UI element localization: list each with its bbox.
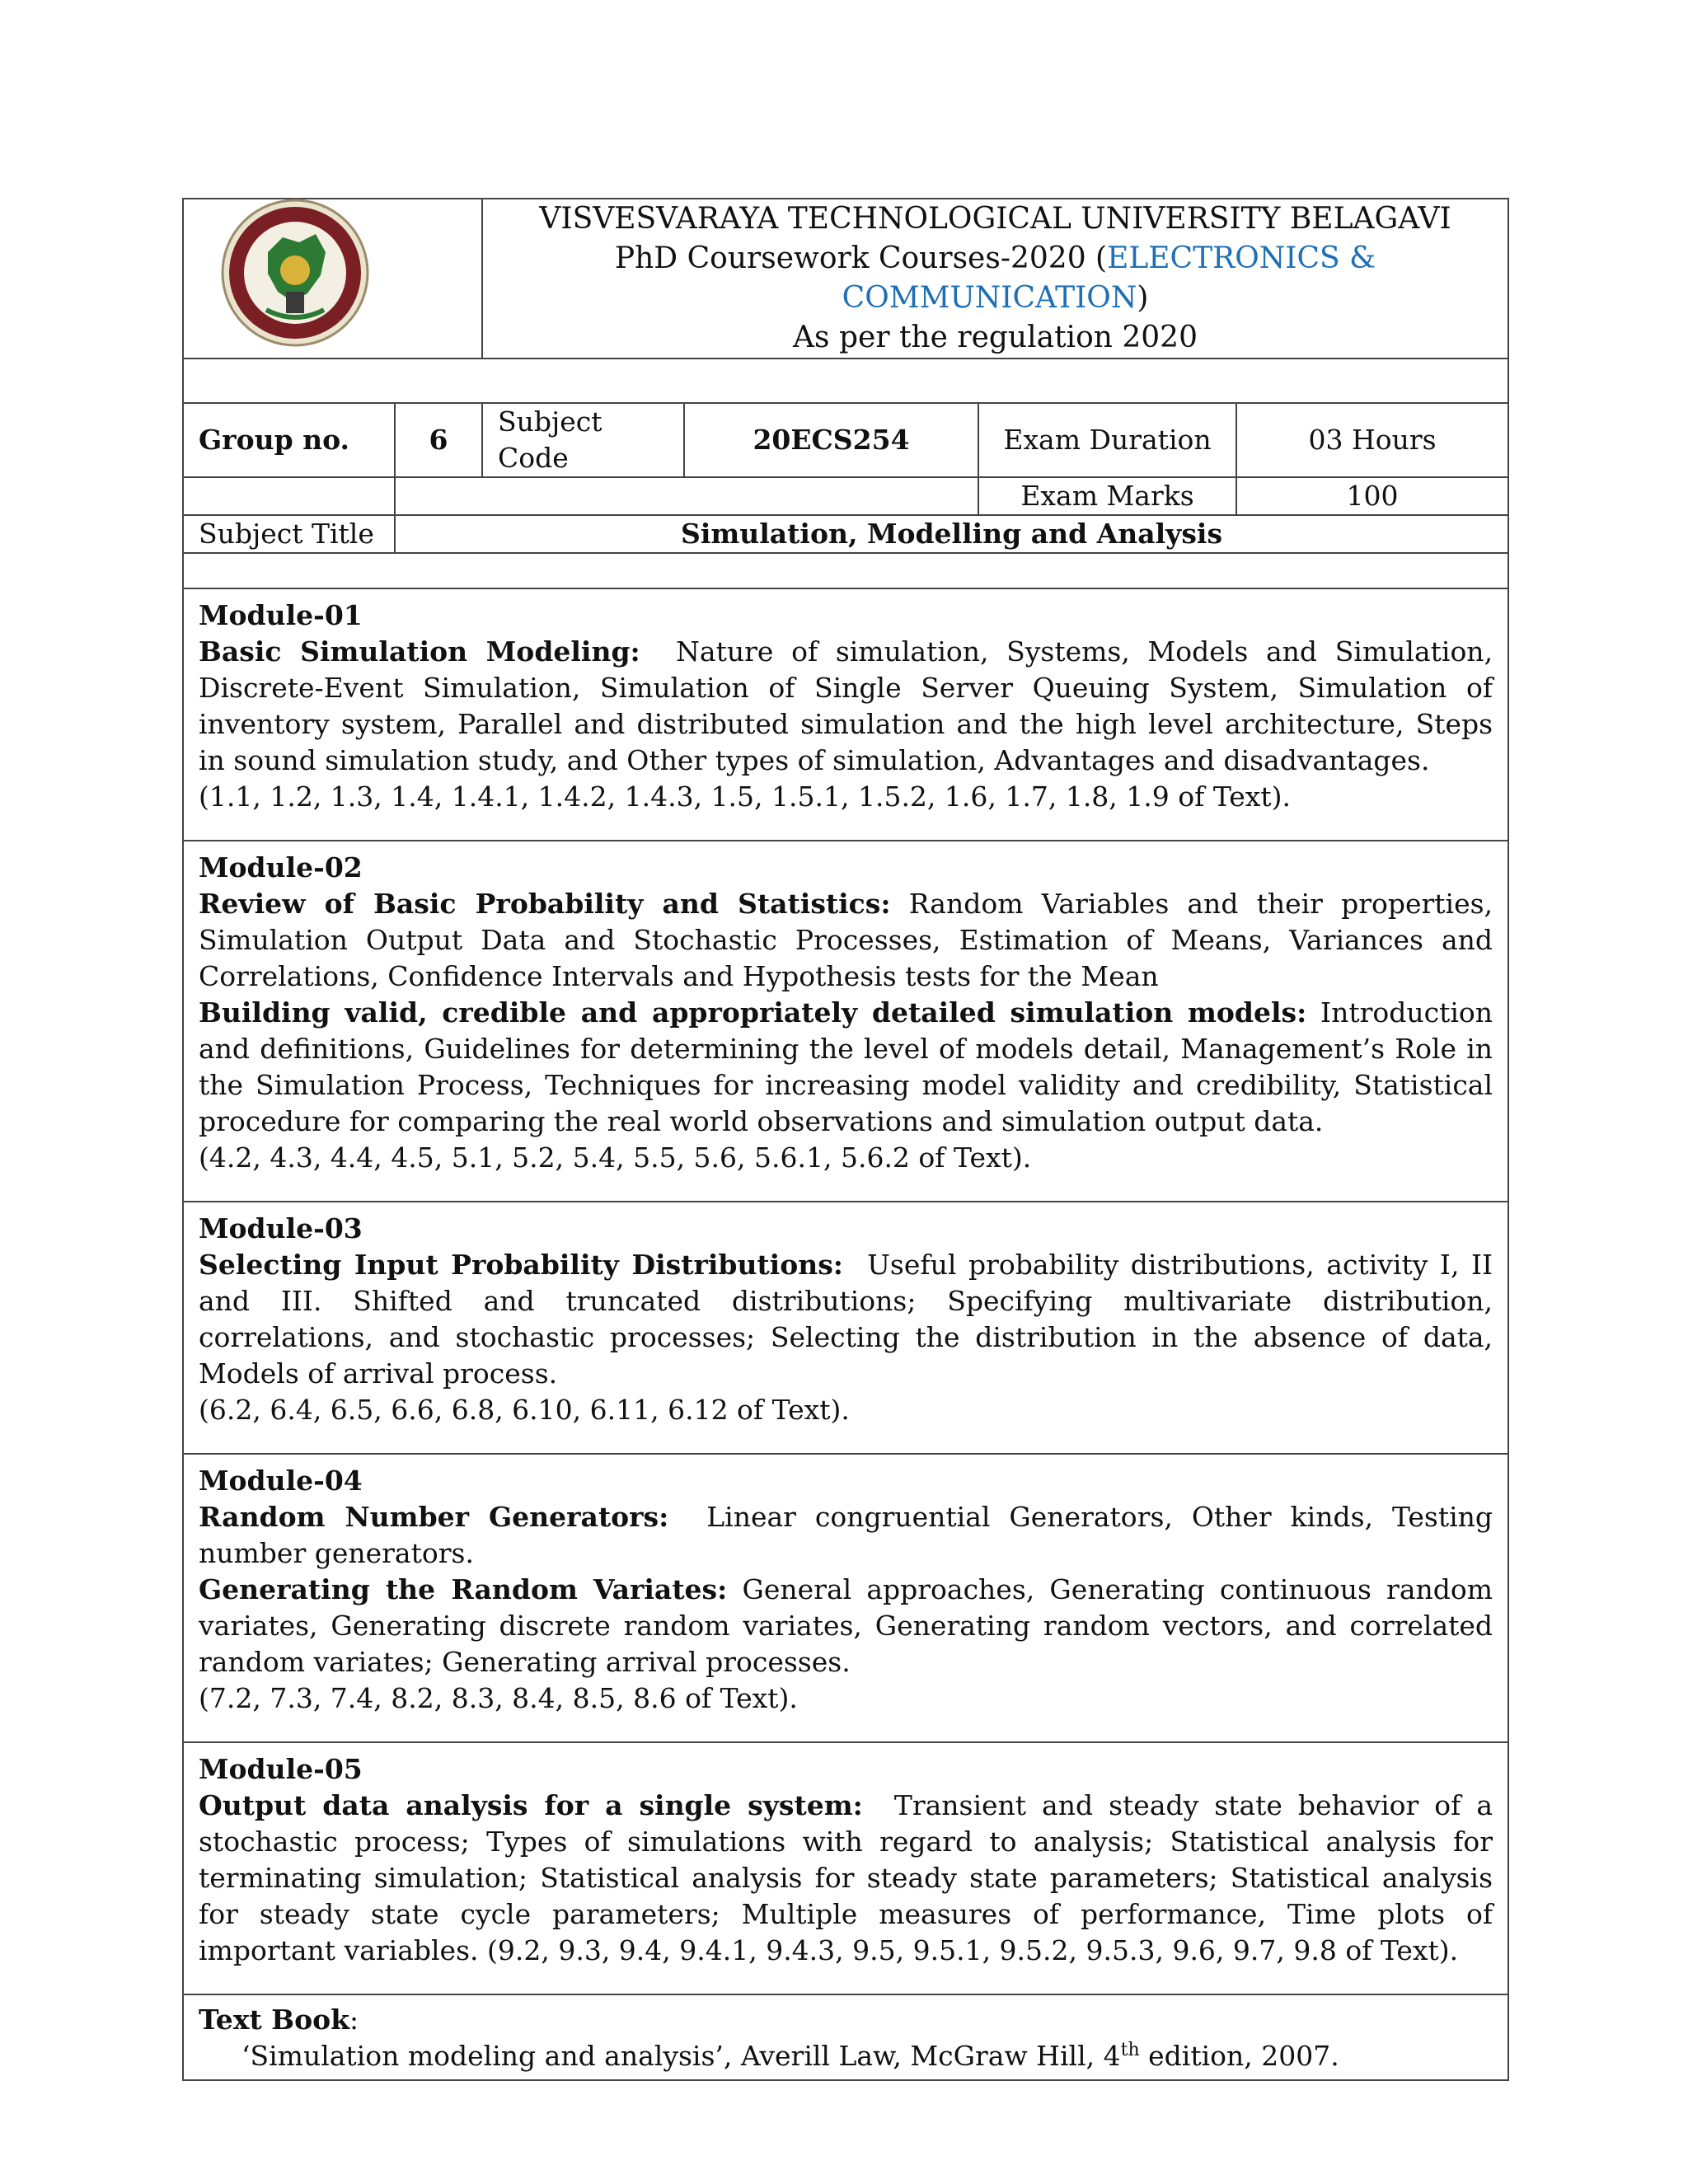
subject-title-value: Simulation, Modelling and Analysis bbox=[395, 515, 1508, 553]
module-paragraph: Output data analysis for a single system: Transient and steady state behavior of a stochastic process; Types of simulations with regard to analysis; Statistical analysis for terminating simulation; Statistical analysis for steady state parameters; Statistical analysis for steady state cycle parameters; Multiple measures of performance, Time plots of important variables. (9.2, 9.3, 9.4, 9.4.1, 9.4.3, 9.5, 9.5.1, 9.5.2, 9.5.3, 9.6, 9.7, 9.8 of Text). bbox=[199, 1789, 1493, 1966]
university-name: VISVESVARAYA TECHNOLOGICAL UNIVERSITY BELAGAVI bbox=[539, 202, 1451, 236]
logo-cell bbox=[183, 199, 482, 359]
exam-duration-value: 03 Hours bbox=[1236, 403, 1508, 477]
module-title: Module-05 bbox=[199, 1753, 363, 1785]
marks-row bbox=[183, 477, 1508, 515]
module-title: Module-03 bbox=[199, 1212, 363, 1244]
module-reference: (4.2, 4.3, 4.4, 4.5, 5.1, 5.2, 5.4, 5.5, 5.6, 5.6.1, 5.6.2 of Text). bbox=[199, 1141, 1032, 1174]
module-title: Module-04 bbox=[199, 1465, 363, 1497]
subject-title-row bbox=[183, 515, 1508, 553]
university-logo bbox=[217, 194, 373, 351]
regulation-line: As per the regulation 2020 bbox=[793, 321, 1198, 354]
spacer-row bbox=[183, 359, 1508, 403]
module-paragraph: Basic Simulation Modeling: Nature of simulation, Systems, Models and Simulation, Discrete-Event Simulation, Simulation of Single Server Queuing System, Simulation of inventory system, Parallel and distributed simulation and the high level architecture, Steps in sound simulation study, and Other types of simulation, Advantages and disadvantages. bbox=[199, 635, 1493, 776]
textbook-entry: ‘Simulation modeling and analysis’, Averill Law, McGraw Hill, 4th edition, 2007. bbox=[241, 2040, 1339, 2072]
textbook-heading: Text Book: bbox=[199, 2004, 359, 2036]
group-value: 6 bbox=[395, 403, 482, 477]
exam-marks-label: Exam Marks bbox=[978, 477, 1236, 515]
subject-title-label: Subject Title bbox=[183, 515, 395, 553]
exam-duration-label: Exam Duration bbox=[978, 403, 1236, 477]
module-01-row bbox=[183, 588, 1508, 841]
module-title: Module-02 bbox=[199, 851, 363, 883]
module-paragraph: Random Number Generators: Linear congruential Generators, Other kinds, Testing number generators. bbox=[199, 1501, 1493, 1569]
module-paragraph: Selecting Input Probability Distributions: Useful probability distributions, activity I, II and III. Shifted and truncated distributions; Specifying multivariate distribution, correlations, and stochastic processes; Selecting the distribution in the absence of data, Models of arrival process. bbox=[199, 1249, 1493, 1390]
group-row bbox=[183, 403, 1508, 477]
subject-code-label: Subject Code bbox=[482, 403, 684, 477]
module-reference: (6.2, 6.4, 6.5, 6.6, 6.8, 6.10, 6.11, 6.12 of Text). bbox=[199, 1394, 850, 1426]
module-paragraph: Generating the Random Variates: General approaches, Generating continuous random variates, Generating discrete random variates, Generating random vectors, and correlated random variates; Generating arrival processes. bbox=[199, 1573, 1493, 1678]
module-paragraph: Building valid, credible and appropriately detailed simulation models: Introduction and definitions, Guidelines for determining the level of models detail, Management’s Role in the Simulation Process, Techniques for increasing model validity and credibility, Statistical procedure for comparing the real world observations and simulation output data. bbox=[199, 996, 1493, 1137]
module-paragraph: Review of Basic Probability and Statistics: Random Variables and their properties, Simulation Output Data and Stochastic Processes, Estimation of Means, Variances and Correlations, Confidence Intervals and Hypothesis tests for the Mean bbox=[199, 888, 1493, 992]
group-label: Group no. bbox=[183, 403, 395, 477]
module-05-row bbox=[183, 1742, 1508, 1994]
module-reference: (1.1, 1.2, 1.3, 1.4, 1.4.1, 1.4.2, 1.4.3, 1.5, 1.5.1, 1.5.2, 1.6, 1.7, 1.8, 1.9 of Text). bbox=[199, 780, 1292, 813]
title-cell bbox=[482, 199, 1508, 359]
module-02-row bbox=[183, 841, 1508, 1202]
module-03-row bbox=[183, 1202, 1508, 1454]
course-line: PhD Coursework Courses-2020 (ELECTRONICS & COMMUNICATION) bbox=[614, 241, 1376, 315]
department-name: ELECTRONICS & COMMUNICATION bbox=[842, 241, 1376, 315]
module-reference: (7.2, 7.3, 7.4, 8.2, 8.3, 8.4, 8.5, 8.6 of Text). bbox=[199, 1682, 798, 1714]
exam-marks-value: 100 bbox=[1236, 477, 1508, 515]
module-04-row bbox=[183, 1454, 1508, 1742]
syllabus-document bbox=[182, 198, 1507, 2081]
header-row bbox=[183, 199, 1508, 359]
spacer-row bbox=[183, 553, 1508, 588]
textbook-row bbox=[183, 1994, 1508, 2080]
module-title: Module-01 bbox=[199, 599, 363, 631]
syllabus-table bbox=[182, 198, 1509, 2081]
subject-code-value: 20ECS254 bbox=[684, 403, 978, 477]
